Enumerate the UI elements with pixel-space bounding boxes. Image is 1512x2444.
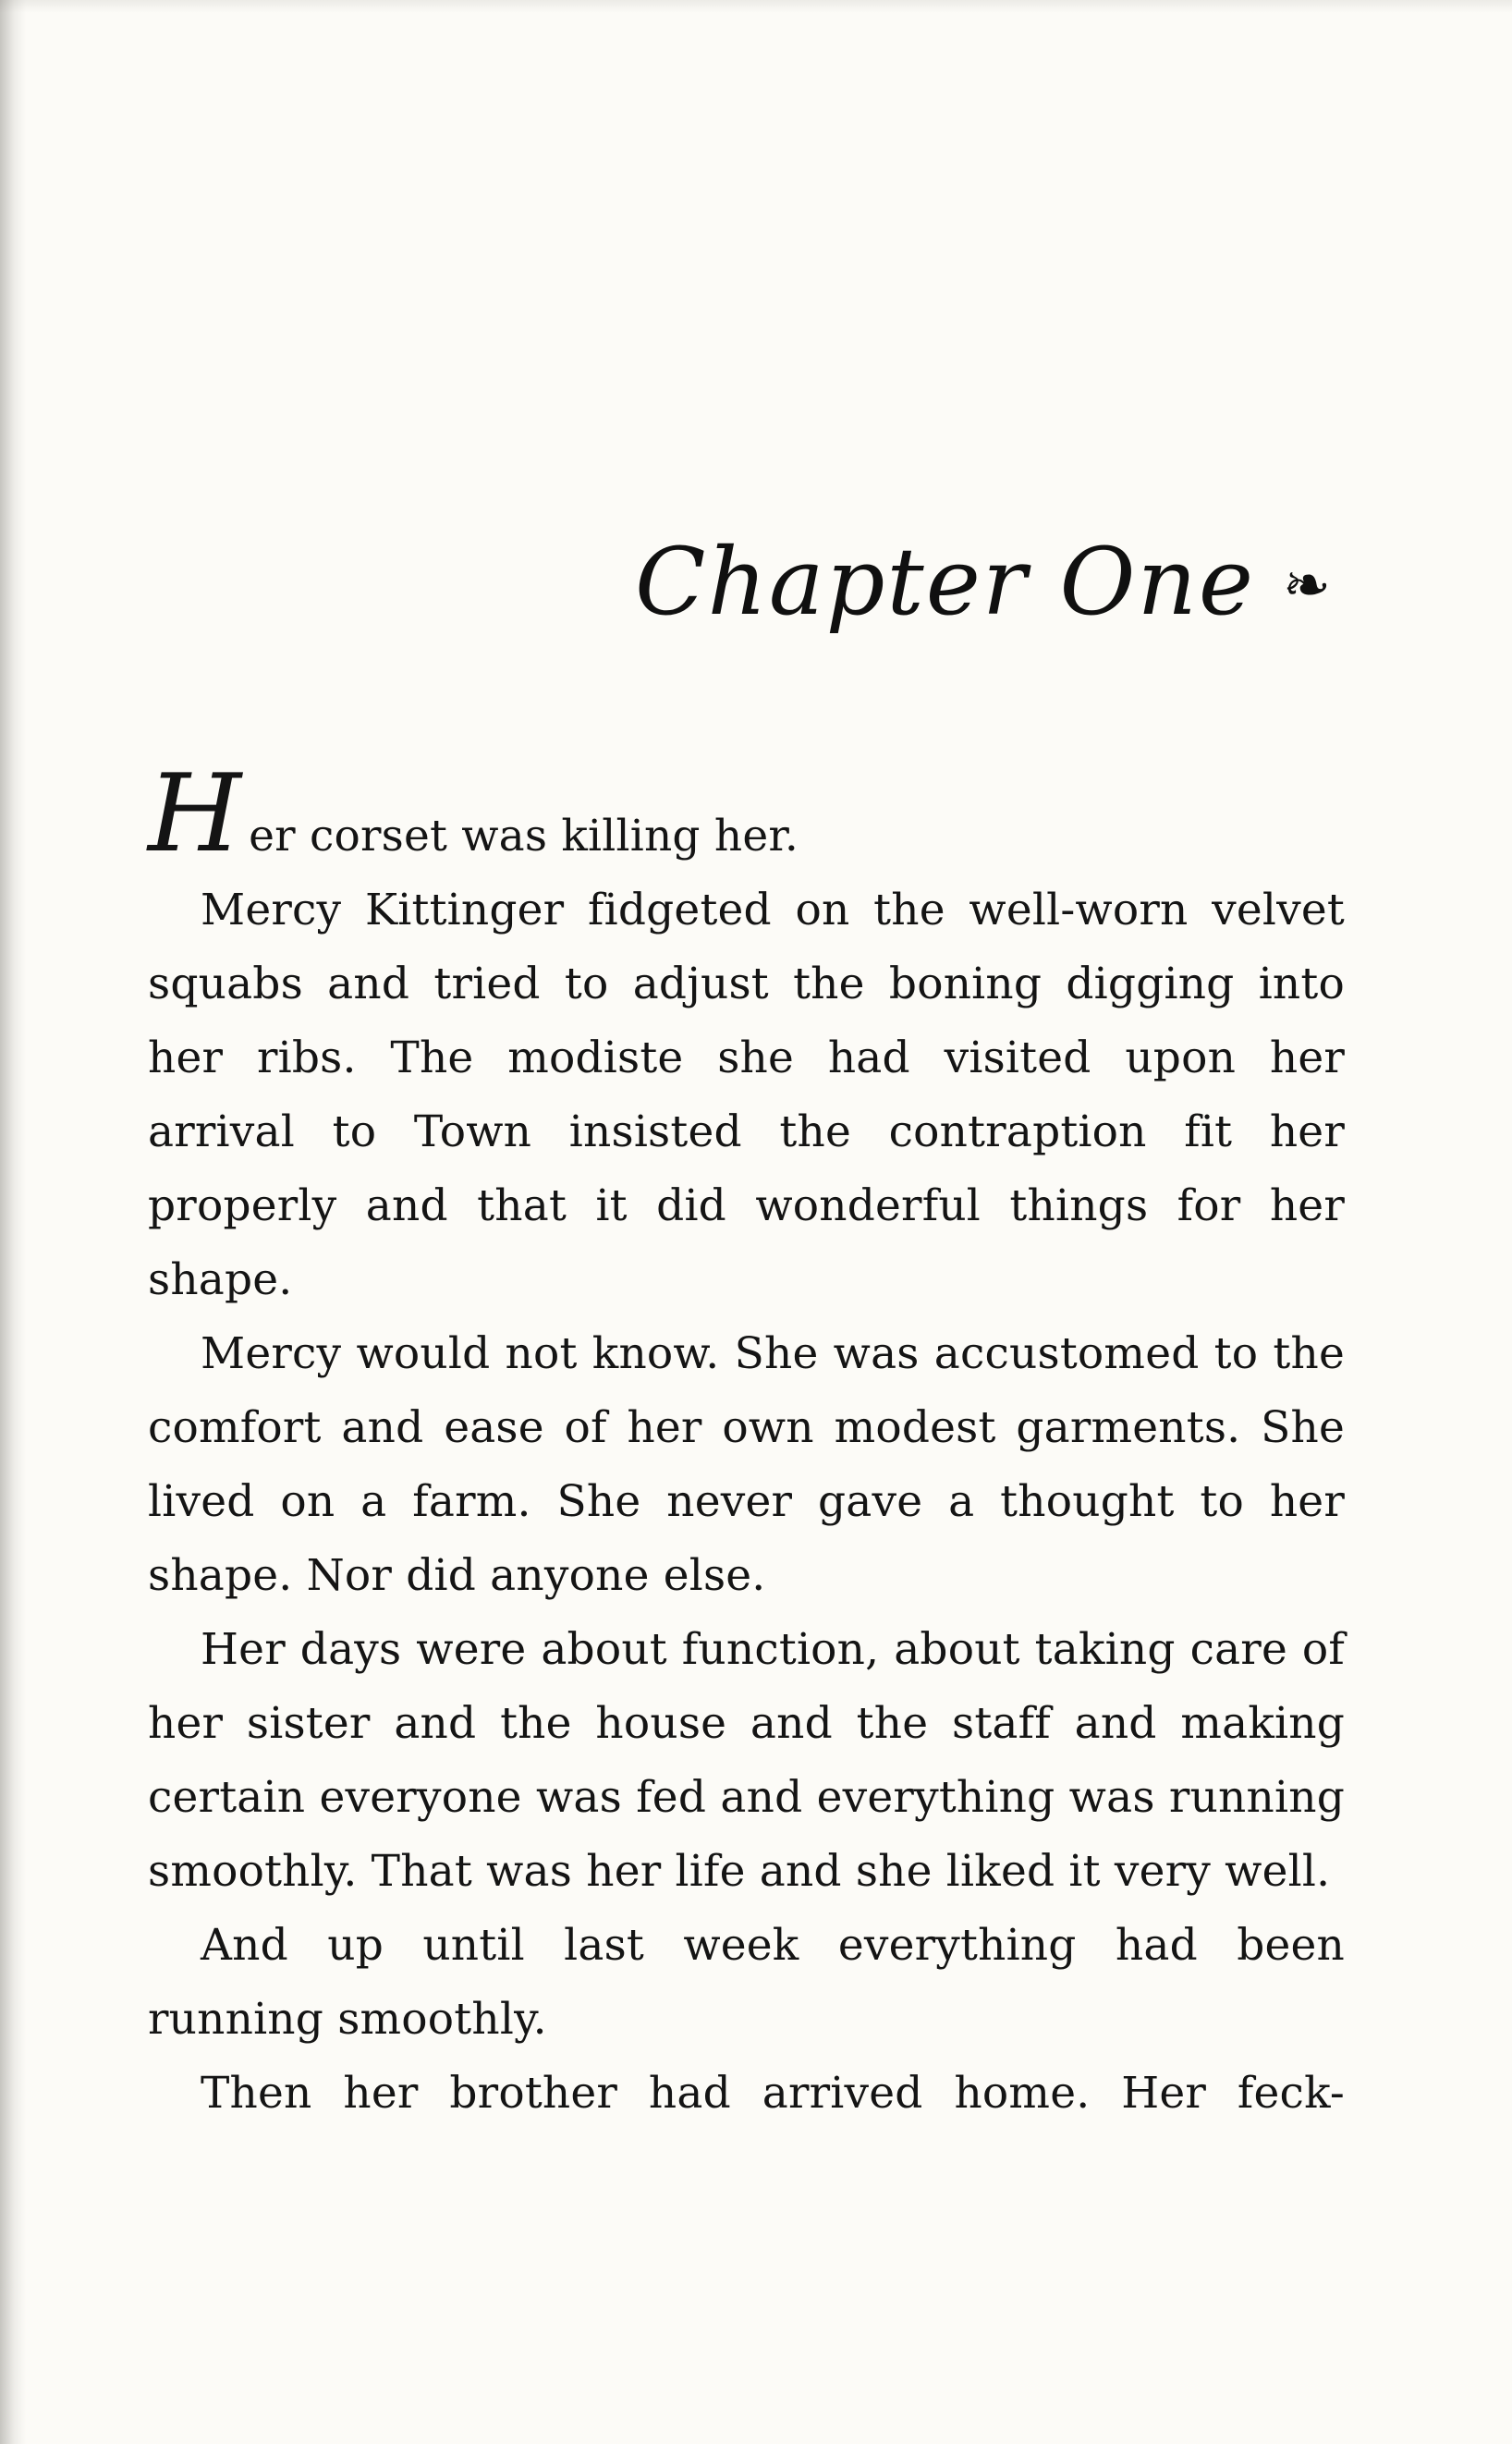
body-paragraph: Then her brother had arrived home. Her feck- (201, 2068, 1345, 2119)
body-paragraph: Her days were about function, about taking care of her sister and the house and the staff and making certain everyone was fed and everything was running smoothly. That was her life and she liked it very well. (148, 1624, 1345, 1897)
body-text (148, 752, 1345, 2131)
fleuron-ornament-icon: ❧ (1283, 551, 1331, 618)
body-paragraph: And up until last week everything had been running smoothly. (148, 1920, 1345, 2045)
body-paragraph: Mercy Kittinger fidgeted on the well-worn velvet squabs and tried to adjust the boning digging into her ribs. The modiste she had visited upon her arrival to Town insisted the contraption fit her properly and that it did wonderful things for her shape. (148, 885, 1345, 1305)
drop-cap: H (148, 752, 244, 876)
opening-paragraph (148, 752, 1345, 876)
chapter-heading: Chapter One (634, 528, 1256, 636)
body-paragraph: Mercy would not know. She was accustomed to the comfort and ease of her own modest garments. She lived on a farm. She never gave a thought to her shape. Nor did anyone else. (148, 1328, 1345, 1601)
chapter-heading-row (0, 0, 1512, 636)
opening-paragraph-text: er corset was killing her. (249, 811, 799, 862)
